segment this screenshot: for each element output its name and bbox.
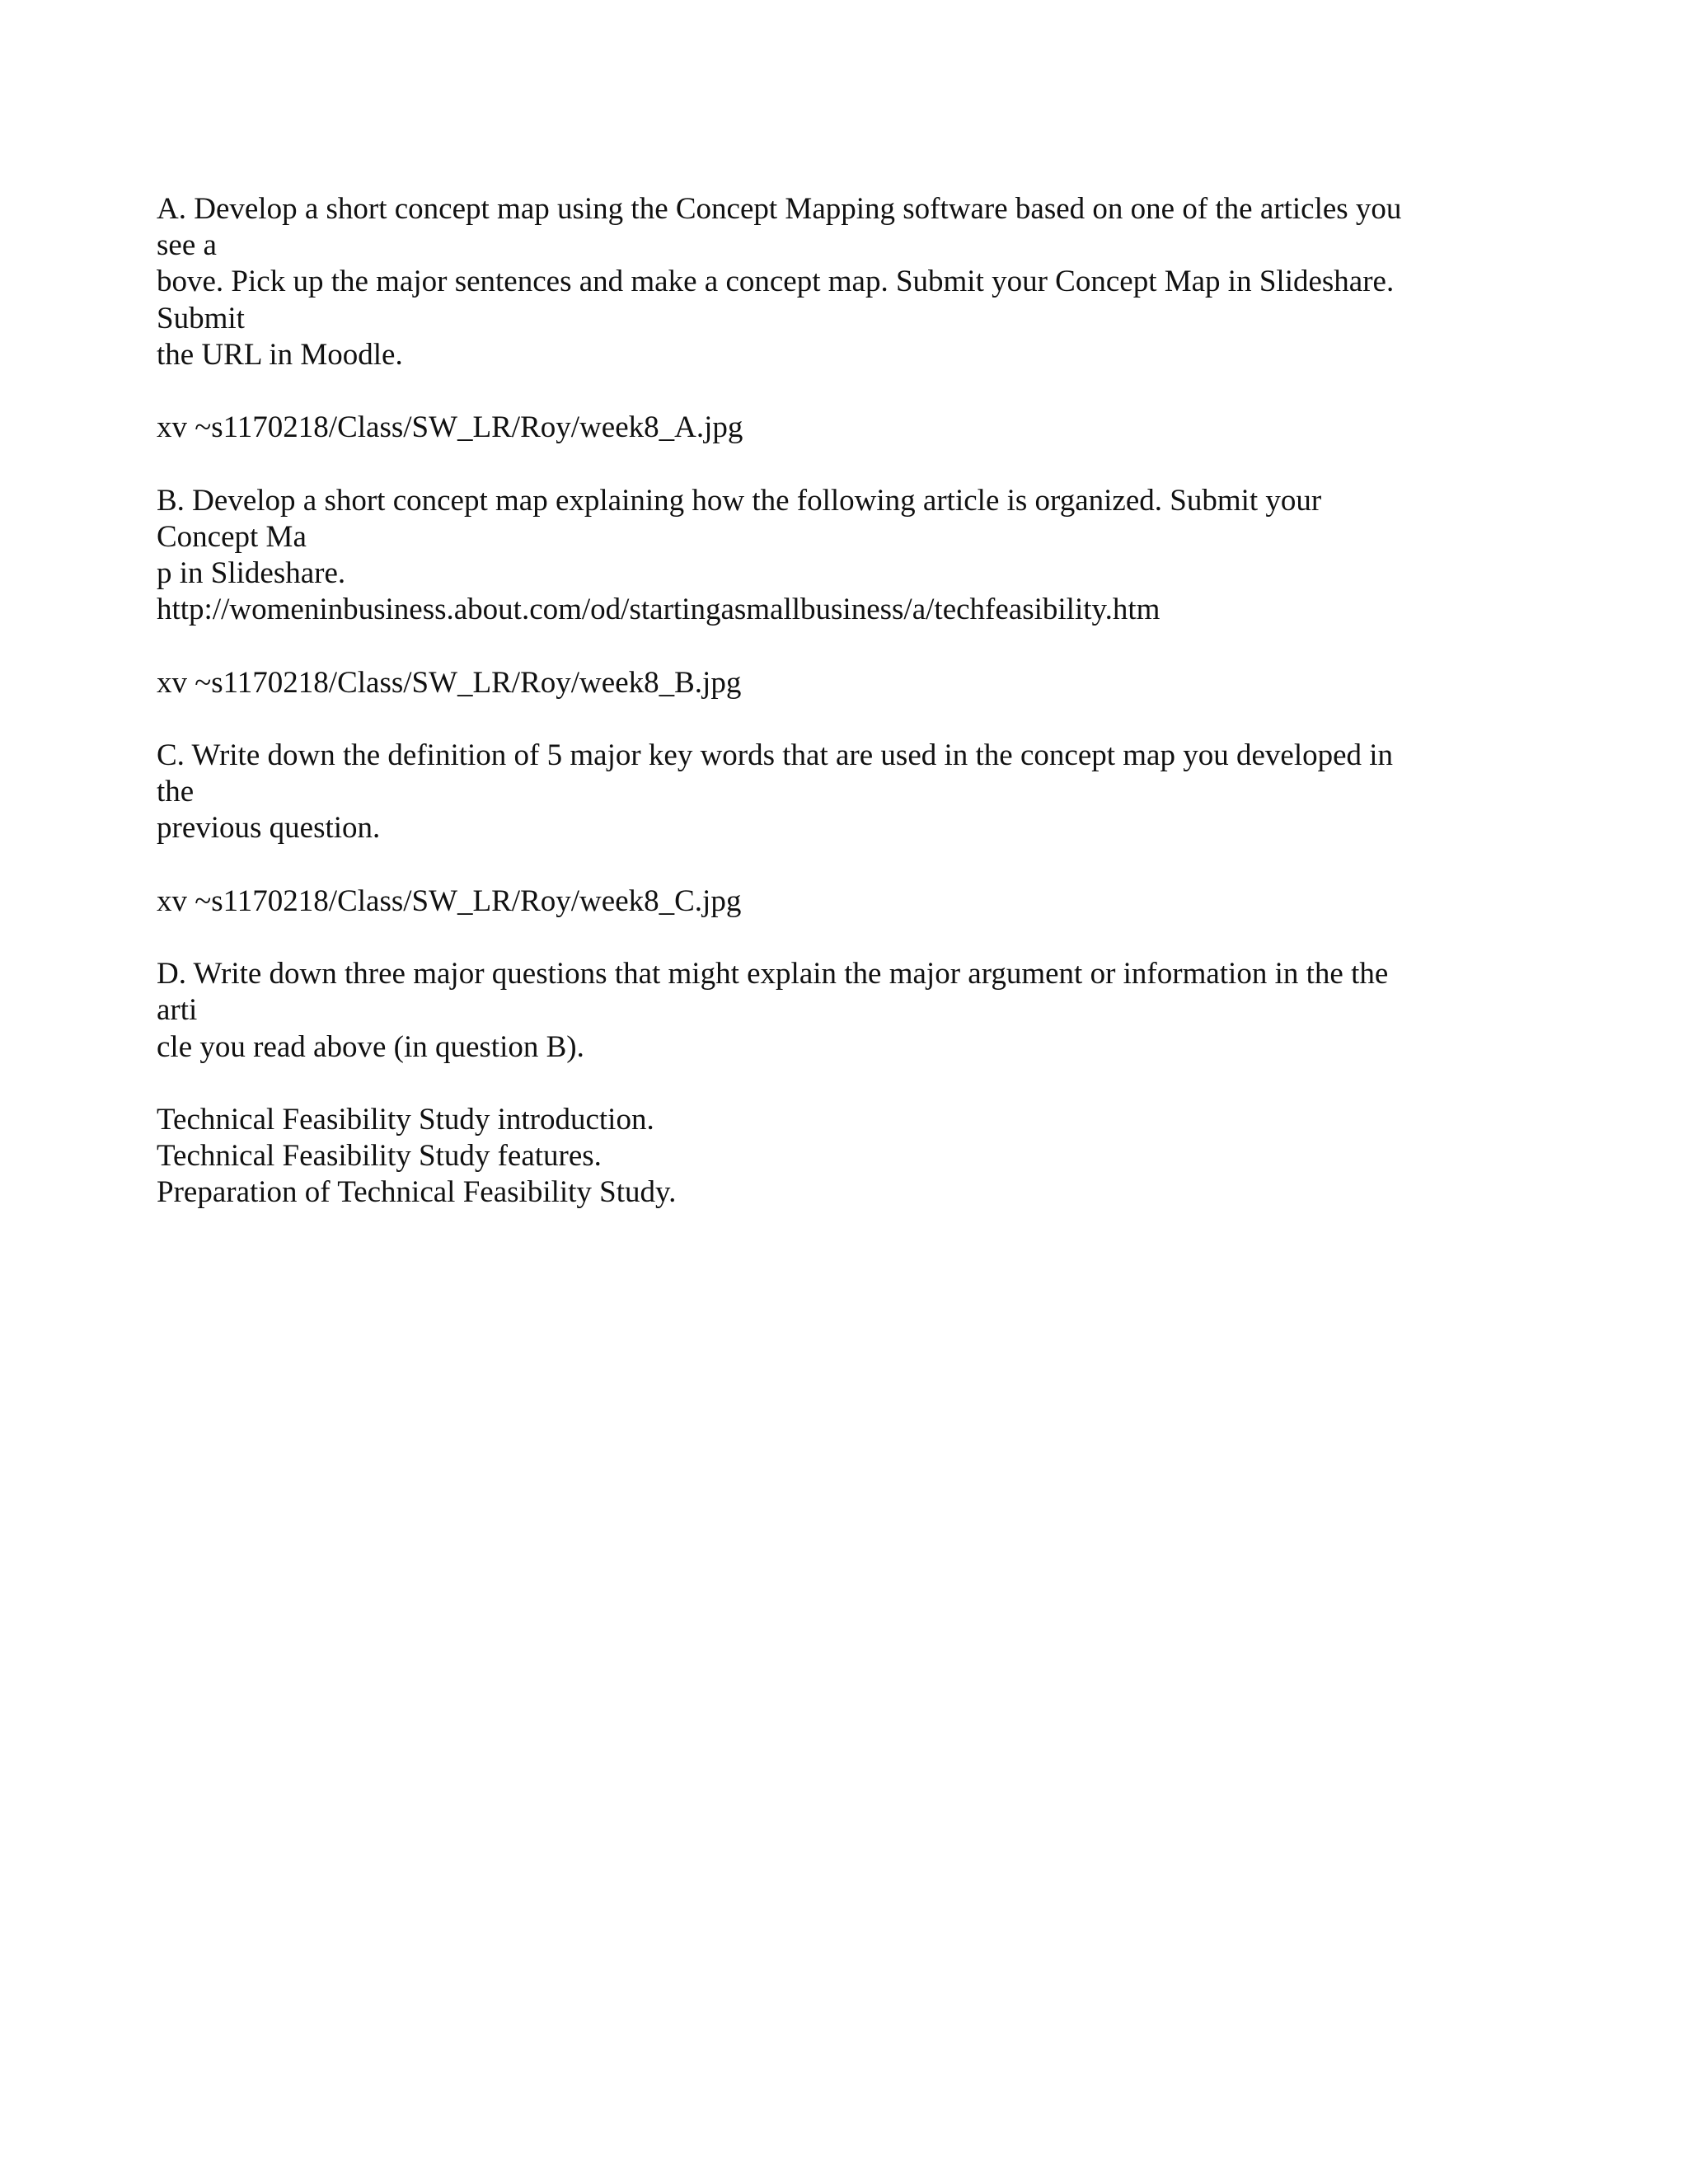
question-line: Technical Feasibility Study introduction. xyxy=(157,1102,654,1137)
text-line: B. Develop a short concept map explaining how the following article is organized. Submit your xyxy=(157,483,1322,518)
text-line: A. Develop a short concept map using the Concept Mapping software based on one of the articles you xyxy=(157,192,1402,226)
file-path-line: xv ~s1170218/Class/SW_LR/Roy/week8_B.jpg xyxy=(157,665,742,700)
blank-line xyxy=(157,1066,1541,1102)
blank-line xyxy=(157,847,1541,883)
text-line: Submit xyxy=(157,301,245,335)
text-line: p in Slideshare. xyxy=(157,556,346,590)
text-line: bove. Pick up the major sentences and make a concept map. Submit your Concept Map in Slideshare. xyxy=(157,265,1395,299)
text-line: D. Write down three major questions that might explain the major argument or information in the the xyxy=(157,957,1389,991)
text-line: previous question. xyxy=(157,811,381,846)
text-line: Concept Ma xyxy=(157,519,307,554)
text-line: C. Write down the definition of 5 major key words that are used in the concept map you developed in xyxy=(157,738,1394,772)
text-line: the xyxy=(157,775,195,809)
file-path-line: xv ~s1170218/Class/SW_LR/Roy/week8_C.jpg xyxy=(157,883,742,918)
blank-line xyxy=(157,920,1541,956)
blank-line xyxy=(157,373,1541,410)
url-line: http://womeninbusiness.about.com/od/startingasmallbusiness/a/techfeasibility.htm xyxy=(157,593,1160,627)
text-line: cle you read above (in question B). xyxy=(157,1029,584,1064)
text-line: arti xyxy=(157,993,198,1028)
document-body xyxy=(157,191,1541,1212)
blank-line xyxy=(157,701,1541,738)
text-line: see a xyxy=(157,228,217,263)
text-line: the URL in Moodle. xyxy=(157,337,403,372)
file-path-line: xv ~s1170218/Class/SW_LR/Roy/week8_A.jpg xyxy=(157,410,743,445)
question-line: Preparation of Technical Feasibility Study. xyxy=(157,1175,677,1210)
blank-line xyxy=(157,446,1541,482)
question-line: Technical Feasibility Study features. xyxy=(157,1139,602,1174)
blank-line xyxy=(157,628,1541,664)
